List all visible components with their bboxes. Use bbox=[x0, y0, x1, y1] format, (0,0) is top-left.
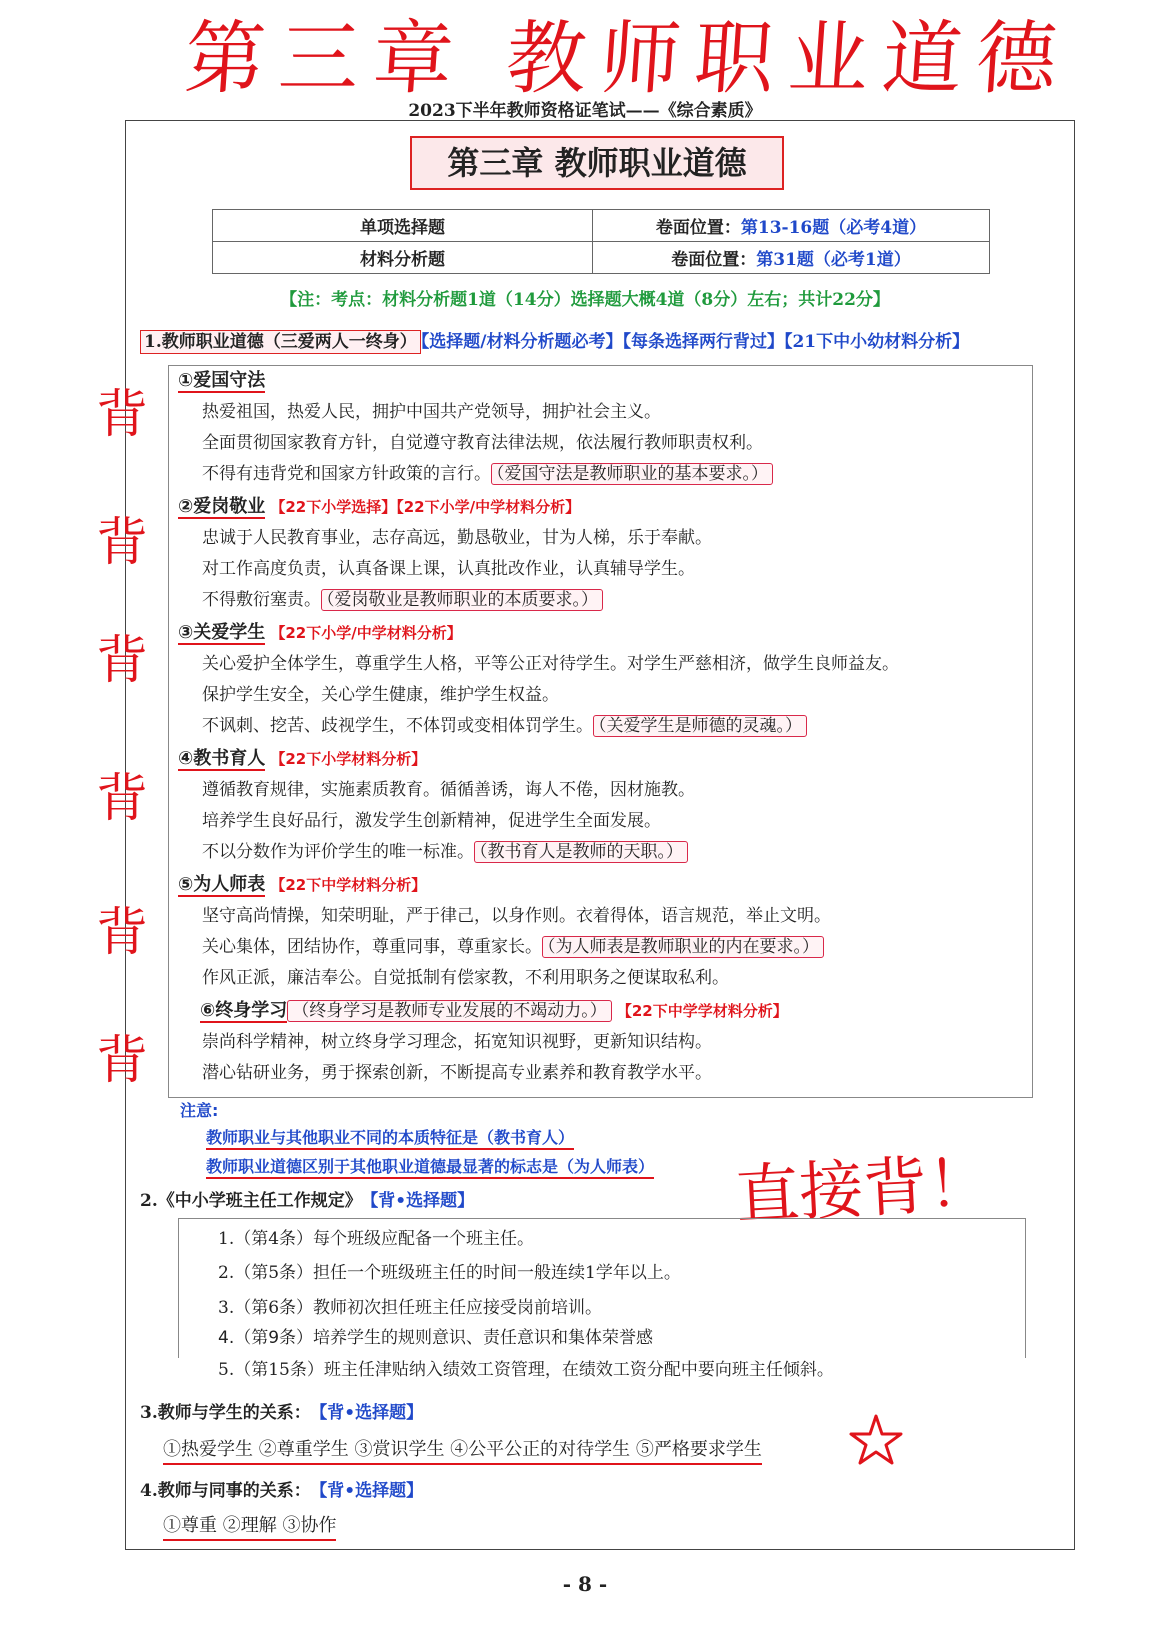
item-line bbox=[202, 585, 603, 610]
item-line-text: 不得敷衍塞责。 bbox=[202, 590, 321, 610]
item-title: ⑤为人师表 bbox=[178, 874, 266, 895]
item-title: ②爱岗敬业 bbox=[178, 496, 266, 517]
exam-info-table bbox=[212, 209, 990, 274]
item-line bbox=[202, 459, 773, 484]
teacher-colleague-relation: ①尊重 ②理解 ③协作 bbox=[163, 1511, 336, 1541]
item-tag: 【22下中学学材料分析】 bbox=[616, 1002, 788, 1020]
section1-tags: 【选择题/材料分析题必考】【每条选择两行背过】【21下中小幼材料分析】 bbox=[420, 332, 970, 352]
section2-title: 2.《中小学班主任工作规定》 bbox=[140, 1191, 362, 1211]
item-tag: 【22下小学/中学材料分析】 bbox=[270, 624, 462, 642]
item-summary: （爱岗敬业是教师职业的本质要求。） bbox=[321, 589, 603, 611]
note-block bbox=[180, 1098, 654, 1179]
section2-tag: 【背•选择题】 bbox=[369, 1191, 475, 1211]
item-heading bbox=[178, 492, 580, 518]
rule-line: 3.（第6条）教师初次担任班主任应接受岗前培训。 bbox=[218, 1298, 603, 1318]
item-heading bbox=[178, 744, 426, 770]
position-value: 第13-16题（必考4道） bbox=[740, 218, 927, 238]
section1-title: 1.教师职业道德（三爱两人一终身） bbox=[140, 330, 421, 354]
section4-heading bbox=[140, 1476, 423, 1501]
item-line: 热爱祖国，热爱人民，拥护中国共产党领导，拥护社会主义。 bbox=[202, 402, 661, 422]
item-heading bbox=[178, 870, 426, 896]
question-type-cell: 材料分析题 bbox=[213, 242, 593, 274]
item-summary: （教书育人是教师的天职。） bbox=[474, 841, 688, 863]
position-cell bbox=[593, 210, 990, 242]
item-line bbox=[202, 711, 807, 736]
rule-line: 5.（第15条）班主任津贴纳入绩效工资管理，在绩效工资分配中要向班主任倾斜。 bbox=[218, 1360, 834, 1380]
item-line: 遵循教育规律，实施素质教育。循循善诱，诲人不倦，因材施教。 bbox=[202, 780, 695, 800]
item-line: 对工作高度负责，认真备课上课，认真批改作业，认真辅导学生。 bbox=[202, 559, 695, 579]
star-icon bbox=[848, 1412, 904, 1468]
handwritten-bei: 背 bbox=[96, 903, 149, 963]
item-line bbox=[202, 837, 688, 862]
handwritten-direct-memorize: 直接背！ bbox=[733, 1146, 994, 1234]
item-line: 培养学生良好品行，激发学生创新精神，促进学生全面发展。 bbox=[202, 811, 661, 831]
item-summary: （为人师表是教师职业的内在要求。） bbox=[542, 936, 824, 958]
handwritten-bei: 背 bbox=[96, 1031, 149, 1091]
teacher-student-relation: ①热爱学生 ②尊重学生 ③赏识学生 ④公平公正的对待学生 ⑤严格要求学生 bbox=[163, 1435, 762, 1465]
handwritten-bei: 背 bbox=[96, 769, 149, 829]
item-tag: 【22下小学选择】【22下小学/中学材料分析】 bbox=[270, 498, 581, 516]
position-label: 卷面位置： bbox=[655, 218, 741, 238]
note-line: 教师职业与其他职业不同的本质特征是（教书育人） bbox=[206, 1125, 574, 1150]
item-heading bbox=[200, 996, 788, 1022]
handwritten-bei: 背 bbox=[96, 631, 149, 691]
note-line: 教师职业道德区别于其他职业道德最显著的标志是（为人师表） bbox=[206, 1154, 654, 1179]
section3-heading bbox=[140, 1398, 423, 1423]
item-heading bbox=[178, 366, 265, 392]
item-title: ①爱国守法 bbox=[178, 370, 266, 391]
item-line: 崇尚科学精神，树立终身学习理念，拓宽知识视野，更新知识结构。 bbox=[202, 1032, 712, 1052]
position-value: 第31题（必考1道） bbox=[756, 250, 911, 270]
item-tag: 【22下小学材料分析】 bbox=[270, 750, 427, 768]
section4-tag: 【背•选择题】 bbox=[318, 1481, 424, 1501]
item-summary: （关爱学生是师德的灵魂。） bbox=[593, 715, 807, 737]
item-title: ⑥终身学习 bbox=[200, 1000, 288, 1021]
table-row bbox=[213, 242, 990, 274]
item-tag: 【22下中学材料分析】 bbox=[270, 876, 427, 894]
item-line bbox=[202, 932, 824, 957]
page-number: - 8 - bbox=[562, 1572, 608, 1596]
position-label: 卷面位置： bbox=[671, 250, 757, 270]
item-line-text: 不讽刺、挖苦、歧视学生，不体罚或变相体罚学生。 bbox=[202, 716, 593, 736]
exam-note: 【注：考点：材料分析题1道（14分）选择题大概4道（8分）左右；共计22分】 bbox=[280, 290, 890, 310]
position-cell bbox=[593, 242, 990, 274]
item-line: 忠诚于人民教育事业，志存高远，勤恳敬业，甘为人梯，乐于奉献。 bbox=[202, 528, 712, 548]
item-line: 潜心钻研业务，勇于探索创新，不断提高专业素养和教育教学水平。 bbox=[202, 1063, 712, 1083]
section4-title: 4.教师与同事的关系： bbox=[140, 1481, 311, 1501]
item-line: 全面贯彻国家教育方针，自觉遵守教育法律法规，依法履行教师职责权利。 bbox=[202, 433, 763, 453]
handwritten-bei: 背 bbox=[96, 513, 149, 573]
note-label: 注意: bbox=[180, 1101, 219, 1120]
document-header: 2023下半年教师资格证笔试——《综合素质》 bbox=[408, 101, 762, 121]
item-line: 坚守高尚情操，知荣明耻，严于律己，以身作则。衣着得体，语言规范，举止文明。 bbox=[202, 906, 831, 926]
item-line-text: 不得有违背党和国家方针政策的言行。 bbox=[202, 464, 491, 484]
handwritten-bei: 背 bbox=[96, 385, 149, 445]
question-type-cell: 单项选择题 bbox=[213, 210, 593, 242]
handwritten-title: 第三章 教师职业道德 bbox=[181, 12, 1074, 105]
item-line: 关心爱护全体学生，尊重学生人格，平等公正对待学生。对学生严慈相济，做学生良师益友。 bbox=[202, 654, 899, 674]
section2-heading bbox=[140, 1186, 474, 1211]
item-heading bbox=[178, 618, 462, 644]
item-summary: （爱国守法是教师职业的基本要求。） bbox=[491, 463, 773, 485]
table-row bbox=[213, 210, 990, 242]
item-line: 作风正派，廉洁奉公。自觉抵制有偿家教，不利用职务之便谋取私利。 bbox=[202, 968, 729, 988]
item-title: ④教书育人 bbox=[178, 748, 266, 769]
rule-line: 4.（第9条）培养学生的规则意识、责任意识和集体荣誉感 bbox=[218, 1328, 654, 1348]
section3-title: 3.教师与学生的关系： bbox=[140, 1403, 311, 1423]
rule-line: 1.（第4条）每个班级应配备一个班主任。 bbox=[218, 1229, 535, 1249]
item-line-text: 不以分数作为评价学生的唯一标准。 bbox=[202, 842, 474, 862]
item-line-text: 关心集体，团结协作，尊重同事，尊重家长。 bbox=[202, 937, 542, 957]
item-title: ③关爱学生 bbox=[178, 622, 266, 643]
chapter-title: 第三章 教师职业道德 bbox=[410, 136, 784, 190]
item-summary: （终身学习是教师专业发展的不竭动力。） bbox=[287, 1000, 612, 1022]
item-line: 保护学生安全，关心学生健康，维护学生权益。 bbox=[202, 685, 559, 705]
rule-line: 2.（第5条）担任一个班级班主任的时间一般连续1学年以上。 bbox=[218, 1263, 681, 1283]
section3-tag: 【背•选择题】 bbox=[318, 1403, 424, 1423]
section1-heading bbox=[140, 327, 969, 352]
